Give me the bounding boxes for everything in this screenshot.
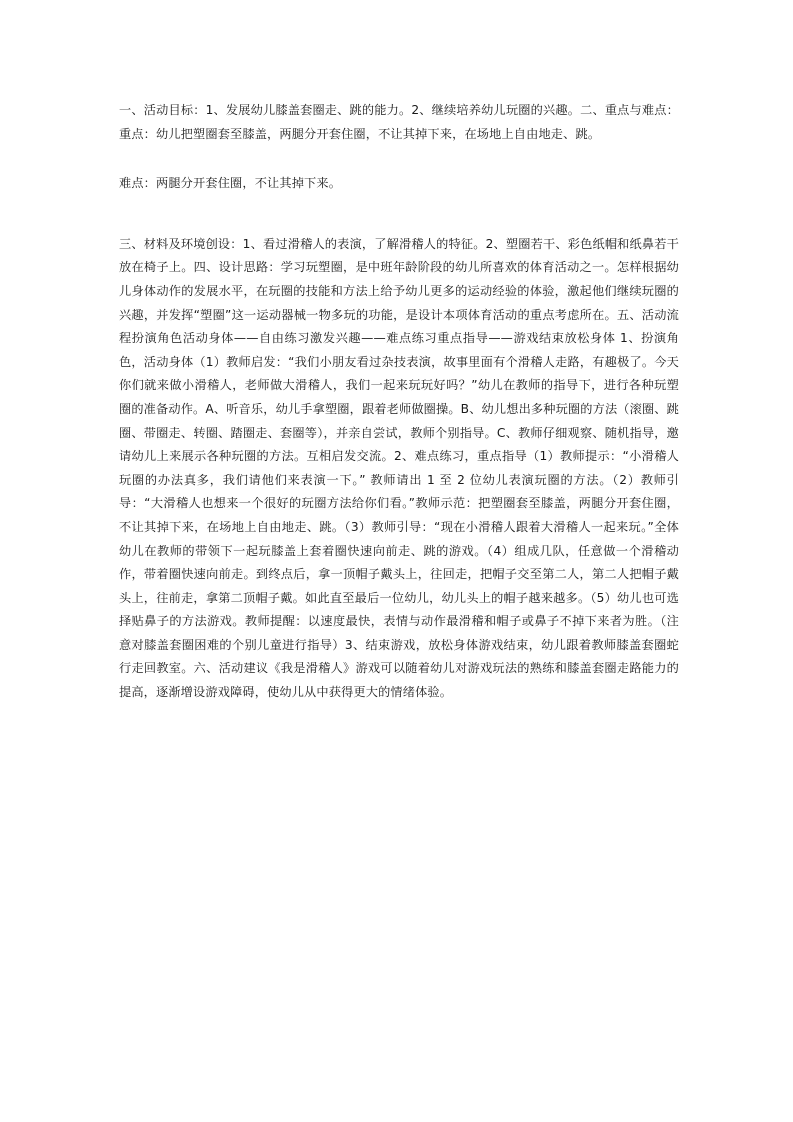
paragraph-goals-keypoints: 一、活动目标：1、发展幼儿膝盖套圈走、跳的能力。2、继续培养幼儿玩圈的兴趣。二、重点与难点：重点：幼儿把塑圈套至膝盖，两腿分开套住圈，不让其掉下来，在场地上自由地走、跳。	[119, 103, 679, 141]
paragraph-materials-process: 三、材料及环境创设：1、看过滑稽人的表演，了解滑稽人的特征。2、塑圈若干、彩色纸帽和纸鼻若干放在椅子上。四、设计思路：学习玩塑圈，是中班年龄阶段的幼儿所喜欢的体育活动之一。怎样根据幼儿身体动作的发展水平，在玩圈的技能和方法上给予幼儿更多的运动经验的体验，激起他们继续玩圈的兴趣，并发挥“塑圈”这一运动器械一物多玩的功能，是设计本项体育活动的重点考虑所在。五、活动流程扮演角色活动身体——自由练习激发兴趣——难点练习重点指导——游戏结束放松身体 1、扮演角色，活动身体（1）教师启发：“我们小朋友看过杂技表演，故事里面有个滑稽人走路，有趣极了。今天你们就来做小滑稽人，老师做大滑稽人，我们一起来玩玩好吗？”幼儿在教师的指导下，进行各种玩塑圈的准备动作。A、听音乐，幼儿手拿塑圈，跟着老师做圈操。B、幼儿想出多种玩圈的方法（滚圈、跳圈、带圈走、转圈、踏圈走、套圈等），并亲自尝试，教师个别指导。C、教师仔细观察、随机指导，邀请幼儿上来展示各种玩圈的方法。互相启发交流。2、难点练习，重点指导（1）教师提示：“小滑稽人玩圈的办法真多，我们请他们来表演一下。” 教师请出 1 至 2 位幼儿表演玩圈的方法。（2）教师引导：“大滑稽人也想来一个很好的玩圈方法给你们看。”教师示范：把塑圈套至膝盖，两腿分开套住圈，不让其掉下来，在场地上自由地走、跳。（3）教师引导：“现在小滑稽人跟着大滑稽人一起来玩。”全体幼儿在教师的带领下一起玩膝盖上套着圈快速向前走、跳的游戏。（4）组成几队，任意做一个滑稽动作，带着圈快速向前走。到终点后，拿一顶帽子戴头上，往回走，把帽子交至第二人，第二人把帽子戴头上，往前走，拿第二顶帽子戴。如此直至最后一位幼儿，幼儿头上的帽子越来越多。（5）幼儿也可选择贴鼻子的方法游戏。教师提醒：以速度最快，表情与动作最滑稽和帽子或鼻子不掉下来者为胜。（注意对膝盖套圈困难的个别儿童进行指导）3、结束游戏，放松身体游戏结束，幼儿跟着教师膝盖套圈蛇行走回教室。六、活动建议《我是滑稽人》游戏可以随着幼儿对游戏玩法的熟练和膝盖套圈走路能力的提高，逐渐增设游戏障碍，使幼儿从中获得更大的情绪体验。	[119, 236, 679, 700]
document-body	[119, 99, 679, 705]
paragraph-difficulty: 难点：两腿分开套住圈，不让其掉下来。	[119, 176, 342, 191]
